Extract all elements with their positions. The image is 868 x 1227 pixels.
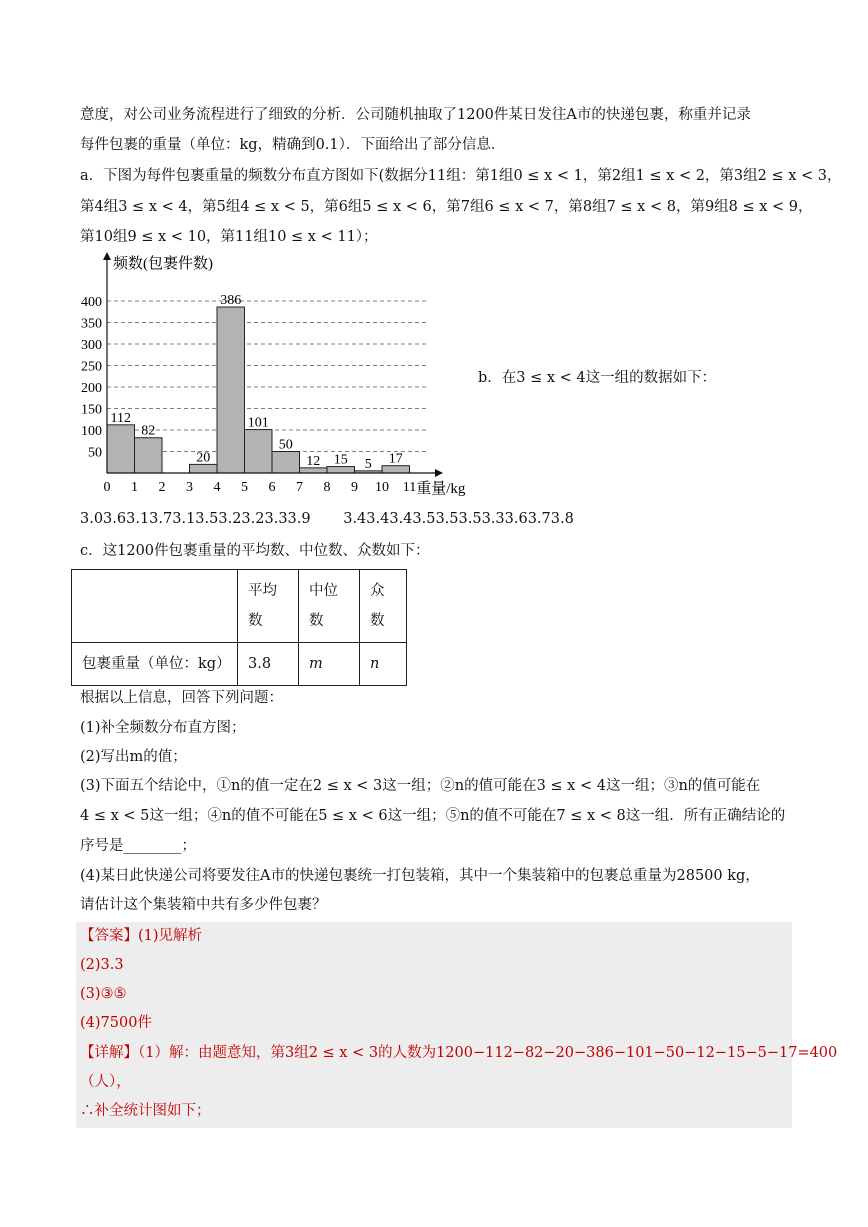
stats-table <box>71 569 407 686</box>
table-row <box>72 643 407 686</box>
answer-line-1 <box>80 926 202 946</box>
bar-data-label: 5 <box>364 456 372 472</box>
bar-data-label: 12 <box>306 453 321 469</box>
question-3-line-3: 序号是________； <box>80 838 196 854</box>
answer-panel <box>76 922 792 1128</box>
y-tick-label: 350 <box>81 316 102 332</box>
y-tick-label: 250 <box>81 359 102 375</box>
table-header-mean: 平均数 <box>238 570 299 643</box>
data-value-group-1: 3.03.63.13.73.13.53.23.23.33.9 <box>80 511 311 527</box>
histogram-bar <box>217 307 245 473</box>
y-tick-label: 100 <box>81 424 102 439</box>
answer-4: (4)7500件 <box>80 1015 152 1031</box>
table-row-label: 包裹重量（单位：kg） <box>72 643 238 686</box>
y-tick-label: 50 <box>88 445 102 461</box>
x-tick-label: 3 <box>186 480 193 495</box>
bar-data-label: 112 <box>110 410 131 426</box>
x-tick-label: 8 <box>323 480 331 495</box>
table-cell-mean: 3.8 <box>238 643 299 686</box>
paragraph-intro-1: 意度，对公司业务流程进行了细致的分析．公司随机抽取了1200件某日发往A市的快递包裹，称重并记录 <box>80 107 751 123</box>
y-axis-label: 频数(包裹件数) <box>113 256 213 272</box>
x-axis-label: 重量/kg <box>416 481 466 497</box>
x-tick-label: 10 <box>375 480 389 495</box>
table-cell-median: m <box>299 643 360 686</box>
y-tick-label: 200 <box>81 381 102 396</box>
question-3-line-1: (3)下面五个结论中，①n的值一定在2 ≤ x < 3这一组；②n的值可能在3 ≤ x < 4这一组；③n的值可能在 <box>80 778 761 794</box>
histogram-bar <box>190 464 218 473</box>
detail-line-1 <box>80 1043 837 1063</box>
x-tick-label: 6 <box>268 480 276 495</box>
bar-data-label: 15 <box>333 452 348 468</box>
table-header-median: 中位数 <box>299 570 360 643</box>
answer-2: (2)3.3 <box>80 957 124 973</box>
x-tick-label: 7 <box>296 480 303 495</box>
x-tick-label: 5 <box>241 480 248 495</box>
y-tick-label: 150 <box>81 402 102 418</box>
histogram-chart <box>78 250 488 504</box>
paragraph-a-1: a．下图为每件包裹重量的频数分布直方图如下(数据分11组：第1组0 ≤ x < 1，第2组1 ≤ x < 2，第3组2 ≤ x < 3， <box>80 168 842 184</box>
table-header-empty <box>72 570 238 643</box>
detail-1: （1）解：由题意知，第3组2 ≤ x < 3的人数为1200−112−82−20−386−101−50−12−15−5−17=400 <box>138 1045 838 1061</box>
x-tick-label: 2 <box>158 480 166 495</box>
x-axis-arrow <box>435 469 443 477</box>
bar-data-label: 82 <box>141 423 156 439</box>
paragraph-intro-2: 每件包裹的重量（单位：kg，精确到0.1）．下面给出了部分信息． <box>80 137 506 153</box>
detail-label: 【详解】 <box>80 1045 138 1061</box>
paragraph-b: b．在3 ≤ x < 4这一组的数据如下： <box>478 370 717 386</box>
y-axis-arrow <box>103 252 111 260</box>
x-tick-label: 9 <box>351 480 358 495</box>
histogram-bar <box>272 452 300 474</box>
detail-2: （人）， <box>80 1074 131 1090</box>
histogram-bar <box>107 425 135 473</box>
bar-data-label: 20 <box>196 450 211 466</box>
question-1: (1)补全频数分布直方图； <box>80 720 246 736</box>
paragraph-info: 根据以上信息，回答下列问题： <box>80 690 283 706</box>
answer-label: 【答案】 <box>80 928 138 944</box>
answer-3: (3)③⑤ <box>80 986 127 1002</box>
paragraph-a-2: 第4组3 ≤ x < 4，第5组4 ≤ x < 5，第6组5 ≤ x < 6，第7组6 ≤ x < 7，第8组7 ≤ x < 8，第9组8 ≤ x < 9， <box>80 199 813 215</box>
answer-1: (1)见解析 <box>138 928 203 944</box>
histogram-bar <box>245 430 273 473</box>
question-4-line-2: 请估计这个集装箱中共有多少件包裹？ <box>80 897 327 913</box>
data-value-group-2: 3.43.43.43.53.53.53.33.63.73.8 <box>343 511 574 527</box>
question-3-line-2: 4 ≤ x < 5这一组；④n的值不可能在5 ≤ x < 6这一组；⑤n的值不可能在7 ≤ x < 8这一组．所有正确结论的 <box>80 808 786 824</box>
histogram-bar <box>382 466 410 473</box>
table-header-row <box>72 570 407 643</box>
question-2: (2)写出m的值； <box>80 749 187 765</box>
x-tick-label: 11 <box>402 480 417 495</box>
histogram-bar <box>135 438 163 473</box>
bar-data-label: 17 <box>388 451 403 467</box>
paragraph-c: c．这1200件包裹重量的平均数、中位数、众数如下： <box>80 543 430 559</box>
paragraph-a-3: 第10组9 ≤ x < 10，第11组10 ≤ x < 11）； <box>80 229 378 245</box>
detail-3: ∴补全统计图如下； <box>80 1103 211 1119</box>
table-header-mode: 众数 <box>360 570 407 643</box>
x-tick-label: 4 <box>213 480 221 495</box>
bar-data-label: 386 <box>220 293 242 309</box>
x-tick-label: 1 <box>131 480 138 495</box>
y-tick-label: 300 <box>81 338 102 353</box>
bar-data-label: 101 <box>247 415 269 431</box>
table-cell-mode: n <box>360 643 407 686</box>
bar-data-label: 50 <box>278 437 293 453</box>
data-values <box>80 511 602 527</box>
x-tick-label: 0 <box>103 480 111 495</box>
y-tick-label: 400 <box>81 295 102 310</box>
question-4-line-1: (4)某日此快递公司将要发往A市的快递包裹统一打包装箱，其中一个集装箱中的包裹总重量为28500 kg， <box>80 868 760 884</box>
